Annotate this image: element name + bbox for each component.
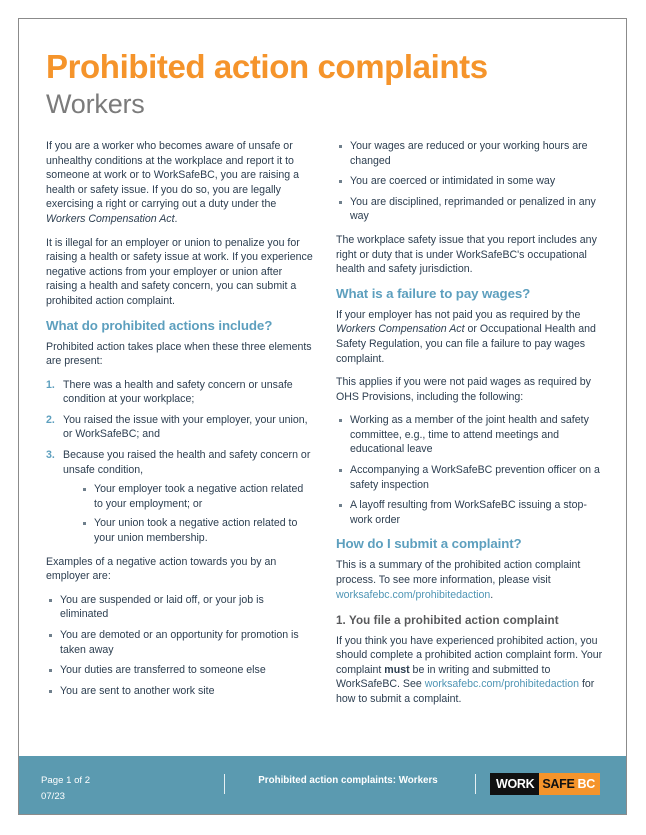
heading-prohibited-actions: What do prohibited actions include? (46, 317, 273, 333)
emphasis-must: must (384, 663, 410, 676)
list-item: Your union took a negative action related to your union membership. (80, 516, 314, 545)
wages-text-a: If your employer has not paid you as required by the (336, 308, 581, 321)
heading-how-to-submit: How do I submit a complaint? (336, 536, 522, 552)
list-item: A layoff resulting from WorkSafeBC issuing a stop-work order (336, 498, 604, 527)
document-header (19, 19, 626, 120)
step-text-c: for how to submit a complaint. (336, 678, 595, 706)
intro-p1-text-b: . (174, 213, 178, 225)
revision-date: 07/23 (41, 791, 66, 802)
examples-intro-paragraph: Examples of a negative action towards you by an employer are: (46, 555, 277, 583)
list-item (46, 378, 314, 407)
list-number: 3. (46, 449, 55, 462)
list-item: You are suspended or laid off, or your job is eliminated (46, 593, 314, 622)
list-item: You are sent to another work site (46, 684, 314, 699)
intro-paragraph-2: It is illegal for an employer or union to penalize you for raising a health or safety issue at work. If you experience negative actions from your employer or union after raising a health and safety concern, you can submit a prohibited action complaint. (46, 236, 313, 307)
list-item-text: Because you raised the health and safety concern or unsafe condition, (63, 449, 311, 476)
footer-divider-left (224, 774, 225, 794)
step-1-paragraph (336, 634, 604, 707)
prohibited-intro-paragraph: Prohibited action takes place when these three elements are present: (46, 340, 312, 368)
submit-text-a: This is a summary of the prohibited action complaint process. To see more information, please visit (336, 559, 581, 586)
step-text-a: If you think you have experienced prohibited action, you should complete a prohibited action complaint form. Your complaint (336, 634, 603, 676)
prohibited-elements-list (46, 378, 314, 546)
list-item: Your wages are reduced or your working hours are changed (336, 139, 604, 168)
document-footer (19, 756, 626, 814)
intro-p1-text-a: If you are a worker who becomes aware of unsafe or unhealthy conditions at the workplace and report it to someone at work or to WorkSafeBC, you are raising a health or safety issue. If you do so, you are legally exercising a right or carrying out a duty under the (46, 140, 299, 211)
heading-failure-to-pay-wages: What is a failure to pay wages? (336, 285, 531, 301)
negative-action-examples-continued-list (336, 139, 604, 224)
intro-paragraph-1 (46, 139, 314, 227)
list-item (46, 413, 314, 442)
worksafebc-logo (490, 773, 600, 795)
list-item: You are coerced or intimidated in some way (336, 174, 604, 189)
worksafebc-prohibitedaction-link[interactable]: worksafebc.com/prohibitedaction (336, 588, 491, 601)
list-item: Your duties are transferred to someone else (46, 663, 314, 678)
submit-summary-paragraph (336, 558, 604, 602)
list-item: You are disciplined, reprimanded or penalized in any way (336, 195, 604, 224)
step-text-b: be in writing and submitted to WorkSafeBC. See (336, 663, 551, 691)
jurisdiction-paragraph: The workplace safety issue that you report includes any right or duty that is under WorkSafeBC's occupational health and safety jurisdiction. (336, 234, 597, 276)
list-item: Your employer took a negative action related to your employment; or (80, 482, 314, 511)
list-item-text: You raised the issue with your employer, your union, or WorkSafeBC; and (63, 413, 308, 441)
page-number: Page 1 of 2 (41, 775, 91, 786)
logo-safe-text: SAFE (542, 777, 575, 791)
step-1-heading: 1. You file a prohibited action complaint (336, 614, 559, 628)
wages-text-b: or Occupational Health and Safety Regulation, you can file a failure to pay wages complaint. (336, 323, 596, 365)
footer-page-info (19, 773, 224, 805)
footer-document-title: Prohibited action complaints: Workers (258, 775, 438, 786)
content-columns (19, 120, 626, 716)
ohs-provisions-list (336, 413, 604, 527)
page-subtitle: Workers (46, 88, 145, 119)
list-item-text: There was a health and safety concern or unsafe condition at your workplace; (63, 378, 293, 406)
act-citation: Workers Compensation Act (336, 323, 465, 336)
negative-action-sublist (63, 482, 314, 545)
page-title: Prohibited action complaints (46, 48, 488, 85)
list-item: Accompanying a WorkSafeBC prevention officer on a safety inspection (336, 463, 604, 492)
logo-safebc-block (539, 773, 600, 795)
negative-action-examples-list (46, 593, 314, 699)
worksafebc-prohibitedaction-link[interactable]: worksafebc.com/prohibitedaction (424, 678, 579, 691)
list-item: You are demoted or an opportunity for promotion is taken away (46, 628, 314, 657)
list-item: Working as a member of the joint health and safety committee, e.g., time to attend meetings and educational leave (336, 413, 604, 457)
list-item (46, 448, 314, 546)
left-column (46, 139, 314, 716)
logo-work-text: WORK (490, 773, 539, 795)
submit-text-b: . (490, 588, 494, 601)
logo-bc-text: BC (577, 777, 595, 791)
document-page (18, 18, 627, 815)
footer-divider-right (475, 774, 476, 794)
footer-logo-area (476, 773, 626, 795)
list-number: 2. (46, 413, 55, 426)
wages-paragraph-2: This applies if you were not paid wages as required by OHS Provisions, including the following: (336, 376, 591, 403)
list-number: 1. (46, 378, 55, 391)
right-column (336, 139, 604, 716)
wages-paragraph-1 (336, 308, 604, 366)
act-citation: Workers Compensation Act (46, 213, 175, 225)
